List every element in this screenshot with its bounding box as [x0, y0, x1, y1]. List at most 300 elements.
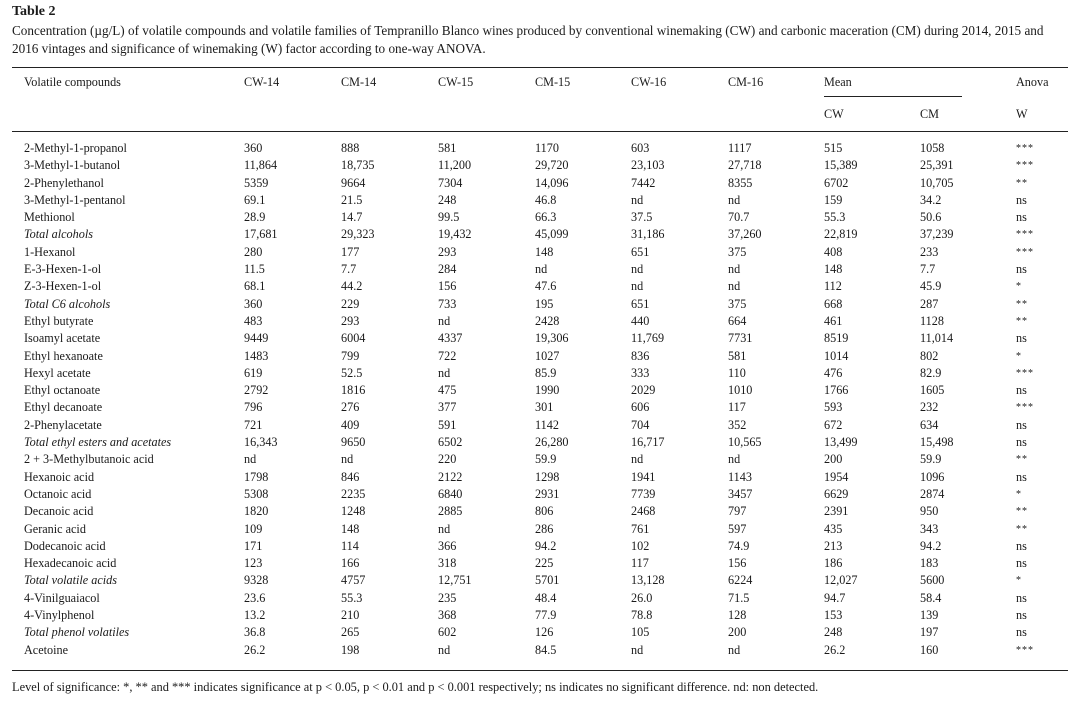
compound-name-cell: Geranic acid — [24, 521, 86, 536]
cm15-cell: 66.3 — [535, 210, 557, 225]
cw15-cell: 293 — [438, 244, 457, 259]
compound-name-cell: 3-Methyl-1-pentanol — [24, 192, 126, 207]
cw15-cell: 248 — [438, 192, 457, 207]
mean-cm-cell: 233 — [920, 244, 939, 259]
cw15-cell: nd — [438, 365, 451, 380]
volatile-compounds-table — [12, 70, 1068, 659]
table-row — [12, 157, 1068, 174]
mean-cw-cell: 476 — [824, 365, 843, 380]
cm14-cell: 7.7 — [341, 262, 357, 277]
mean-cw-cell: 22,819 — [824, 227, 858, 242]
cm14-cell: 2235 — [341, 486, 366, 501]
cw15-cell: nd — [438, 642, 451, 657]
cw15-cell: 368 — [438, 608, 457, 623]
table-row — [12, 226, 1068, 243]
compound-name-cell: 4-Vinylphenol — [24, 608, 95, 623]
mean-cw-cell: 2391 — [824, 504, 849, 519]
mean-cm-cell: 1096 — [920, 469, 945, 484]
cm16-cell: 375 — [728, 296, 747, 311]
cm14-cell: 114 — [341, 538, 359, 553]
anova-w-cell: ** — [1016, 298, 1028, 310]
cm16-cell: nd — [728, 279, 741, 294]
cm15-cell: 806 — [535, 504, 554, 519]
cm15-cell: 1027 — [535, 348, 560, 363]
table-bottom-rule — [12, 670, 1068, 671]
cw14-cell: 5359 — [244, 175, 269, 190]
compound-name-cell: Ethyl butyrate — [24, 313, 94, 328]
mean-cm-cell: 232 — [920, 400, 939, 415]
cw14-cell: 13.2 — [244, 608, 266, 623]
compound-name-cell: Total C6 alcohols — [24, 296, 111, 311]
cm15-cell: 14,096 — [535, 175, 569, 190]
header-mean-cm: CM — [920, 107, 939, 121]
mean-cw-cell: 6629 — [824, 486, 849, 501]
table-row — [12, 521, 1068, 538]
cw14-cell: 171 — [244, 538, 263, 553]
compound-name-cell: Total phenol volatiles — [24, 625, 130, 640]
mean-cw-cell: 248 — [824, 625, 843, 640]
cm16-cell: 664 — [728, 313, 747, 328]
table-row — [12, 365, 1068, 382]
anova-w-cell: ** — [1016, 177, 1028, 189]
mean-cm-cell: 50.6 — [920, 210, 942, 225]
cw14-cell: 109 — [244, 521, 263, 536]
cw16-cell: 7442 — [631, 175, 656, 190]
cm16-cell: nd — [728, 192, 741, 207]
header-anova-w: W — [1016, 107, 1028, 121]
anova-w-cell: ns — [1016, 262, 1027, 277]
anova-w-cell: * — [1016, 281, 1022, 293]
cw14-cell: 360 — [244, 141, 263, 155]
cm15-cell: 47.6 — [535, 279, 557, 294]
compound-name-cell: Hexyl acetate — [24, 365, 91, 380]
compound-name-cell: Decanoic acid — [24, 504, 94, 519]
cw14-cell: 360 — [244, 296, 263, 311]
cm16-cell: 3457 — [728, 486, 753, 501]
cm15-cell: 1142 — [535, 417, 559, 432]
cm14-cell: 409 — [341, 417, 360, 432]
compound-name-cell: Acetoine — [24, 642, 68, 657]
table-row — [12, 244, 1068, 261]
table-row — [12, 590, 1068, 607]
cw16-cell: 2029 — [631, 383, 656, 398]
cm15-cell: 301 — [535, 400, 554, 415]
mean-cw-cell: 213 — [824, 538, 843, 553]
compound-name-cell: 2-Phenylethanol — [24, 175, 104, 190]
cw16-cell: 102 — [631, 538, 650, 553]
cm15-cell: 1298 — [535, 469, 560, 484]
cw15-cell: 475 — [438, 383, 457, 398]
anova-w-cell: *** — [1016, 143, 1034, 154]
mean-cw-cell: 94.7 — [824, 590, 846, 605]
cw16-cell: 704 — [631, 417, 650, 432]
header-cm14: CM-14 — [341, 75, 377, 89]
anova-w-cell: *** — [1016, 402, 1034, 414]
table-row — [12, 624, 1068, 641]
cm14-cell: 276 — [341, 400, 360, 415]
mean-cw-cell: 8519 — [824, 331, 849, 346]
compound-name-cell: 3-Methyl-1-butanol — [24, 158, 121, 173]
cm15-cell: 2428 — [535, 313, 560, 328]
compound-name-cell: 2-Phenylacetate — [24, 417, 102, 432]
cm15-cell: 19,306 — [535, 331, 569, 346]
cw15-cell: nd — [438, 313, 451, 328]
cm16-cell: 70.7 — [728, 210, 750, 225]
cm15-cell: 46.8 — [535, 192, 557, 207]
cw14-cell: 280 — [244, 244, 263, 259]
cw15-cell: 11,200 — [438, 158, 472, 173]
cm16-cell: 156 — [728, 556, 747, 571]
table-row — [12, 313, 1068, 330]
cm14-cell: 21.5 — [341, 192, 363, 207]
header-compound: Volatile compounds — [24, 75, 121, 89]
mean-cm-cell: 10,705 — [920, 175, 954, 190]
table-row — [12, 399, 1068, 416]
cw16-cell: 7739 — [631, 486, 656, 501]
cw16-cell: 606 — [631, 400, 650, 415]
compound-name-cell: E-3-Hexen-1-ol — [24, 262, 102, 277]
mean-cw-cell: 515 — [824, 141, 843, 155]
compound-name-cell: Ethyl hexanoate — [24, 348, 103, 363]
table-row — [12, 132, 1068, 157]
cw15-cell: 366 — [438, 538, 457, 553]
table-row — [12, 209, 1068, 226]
table-row — [12, 417, 1068, 434]
mean-cm-cell: 1058 — [920, 141, 945, 155]
cm14-cell: 166 — [341, 556, 360, 571]
table-row — [12, 451, 1068, 468]
anova-w-cell: * — [1016, 350, 1022, 362]
cw16-cell: nd — [631, 279, 644, 294]
header-cw16: CW-16 — [631, 75, 667, 89]
cw15-cell: 19,432 — [438, 227, 472, 242]
mean-cm-cell: 7.7 — [920, 262, 936, 277]
mean-cw-cell: 672 — [824, 417, 843, 432]
cw16-cell: 78.8 — [631, 608, 653, 623]
cw16-cell: 333 — [631, 365, 650, 380]
compound-name-cell: Ethyl octanoate — [24, 383, 101, 398]
cm15-cell: 1990 — [535, 383, 560, 398]
cm16-cell: 581 — [728, 348, 747, 363]
cm14-cell: 18,735 — [341, 158, 375, 173]
header-row-2 — [12, 96, 1068, 132]
header-cm16: CM-16 — [728, 75, 764, 89]
cw16-cell: 1941 — [631, 469, 656, 484]
cm15-cell: 148 — [535, 244, 554, 259]
cm16-cell: nd — [728, 262, 741, 277]
anova-w-cell: ns — [1016, 590, 1027, 605]
cm15-cell: 29,720 — [535, 158, 569, 173]
mean-cm-cell: 950 — [920, 504, 939, 519]
mean-cw-cell: 1766 — [824, 383, 849, 398]
mean-cw-cell: 668 — [824, 296, 843, 311]
anova-w-cell: *** — [1016, 229, 1034, 241]
header-anova: Anova — [1016, 75, 1049, 89]
mean-cm-cell: 1128 — [920, 313, 944, 328]
mean-cw-cell: 186 — [824, 556, 843, 571]
cw14-cell: 17,681 — [244, 227, 278, 242]
cw16-cell: 13,128 — [631, 573, 665, 588]
anova-w-cell: ** — [1016, 506, 1028, 518]
cw14-cell: nd — [244, 452, 257, 467]
mean-cm-cell: 34.2 — [920, 192, 942, 207]
cw14-cell: 123 — [244, 556, 263, 571]
anova-w-cell: ns — [1016, 210, 1027, 225]
cm16-cell: 10,565 — [728, 435, 762, 450]
anova-w-cell: ns — [1016, 469, 1027, 484]
mean-cw-cell: 112 — [824, 279, 842, 294]
cw16-cell: 26.0 — [631, 590, 653, 605]
cm15-cell: 5701 — [535, 573, 560, 588]
cm16-cell: 1117 — [728, 141, 752, 155]
cw15-cell: 602 — [438, 625, 457, 640]
cm14-cell: 888 — [341, 141, 360, 155]
cw16-cell: nd — [631, 642, 644, 657]
compound-name-cell: Dodecanoic acid — [24, 538, 106, 553]
cm14-cell: 293 — [341, 313, 360, 328]
cw16-cell: nd — [631, 452, 644, 467]
table-row — [12, 555, 1068, 572]
cw15-cell: 156 — [438, 279, 457, 294]
cm15-cell: 225 — [535, 556, 554, 571]
cw16-cell: 117 — [631, 556, 649, 571]
cw15-cell: 235 — [438, 590, 457, 605]
cw14-cell: 483 — [244, 313, 263, 328]
mean-cw-cell: 6702 — [824, 175, 849, 190]
cm16-cell: nd — [728, 452, 741, 467]
cw16-cell: 440 — [631, 313, 650, 328]
mean-cw-cell: 200 — [824, 452, 843, 467]
cw14-cell: 11.5 — [244, 262, 265, 277]
anova-w-cell: *** — [1016, 644, 1034, 656]
table-row — [12, 538, 1068, 555]
cm15-cell: 59.9 — [535, 452, 557, 467]
anova-w-cell: ns — [1016, 538, 1027, 553]
mean-cm-cell: 139 — [920, 608, 939, 623]
mean-cm-cell: 58.4 — [920, 590, 942, 605]
cm14-cell: 265 — [341, 625, 360, 640]
cm14-cell: 29,323 — [341, 227, 375, 242]
mean-cm-cell: 37,239 — [920, 227, 954, 242]
table-row — [12, 261, 1068, 278]
table-row — [12, 348, 1068, 365]
cm16-cell: 6224 — [728, 573, 753, 588]
mean-cw-cell: 1954 — [824, 469, 849, 484]
cm14-cell: 846 — [341, 469, 360, 484]
mean-cm-cell: 59.9 — [920, 452, 942, 467]
mean-cm-cell: 287 — [920, 296, 939, 311]
mean-cm-cell: 2874 — [920, 486, 945, 501]
cw16-cell: nd — [631, 192, 644, 207]
anova-w-cell: ** — [1016, 315, 1028, 327]
anova-w-cell: ns — [1016, 192, 1027, 207]
cm16-cell: 37,260 — [728, 227, 762, 242]
cw16-cell: 11,769 — [631, 331, 665, 346]
mean-cm-cell: 1605 — [920, 383, 945, 398]
cm16-cell: 7731 — [728, 331, 753, 346]
cm15-cell: 94.2 — [535, 538, 557, 553]
cw14-cell: 1798 — [244, 469, 269, 484]
mean-cm-cell: 802 — [920, 348, 939, 363]
cw16-cell: 651 — [631, 296, 650, 311]
table-row — [12, 607, 1068, 624]
cw14-cell: 26.2 — [244, 642, 266, 657]
cw14-cell: 5308 — [244, 486, 269, 501]
table-row — [12, 192, 1068, 209]
anova-w-cell: *** — [1016, 160, 1034, 172]
cw15-cell: 4337 — [438, 331, 463, 346]
cw15-cell: 733 — [438, 296, 457, 311]
cm14-cell: 177 — [341, 244, 360, 259]
cm14-cell: 44.2 — [341, 279, 363, 294]
cm16-cell: 8355 — [728, 175, 753, 190]
mean-cw-cell: 148 — [824, 262, 843, 277]
cm16-cell: 128 — [728, 608, 747, 623]
mean-cm-cell: 25,391 — [920, 158, 954, 173]
mean-cm-cell: 11,014 — [920, 331, 954, 346]
cm15-cell: 45,099 — [535, 227, 569, 242]
anova-w-cell: ** — [1016, 454, 1028, 466]
table-row — [12, 434, 1068, 451]
anova-w-cell: ns — [1016, 435, 1027, 450]
cm15-cell: 84.5 — [535, 642, 557, 657]
table-top-rule — [12, 67, 1068, 68]
cw14-cell: 721 — [244, 417, 263, 432]
cw15-cell: 6840 — [438, 486, 463, 501]
mean-cm-cell: 5600 — [920, 573, 945, 588]
cw15-cell: 7304 — [438, 175, 463, 190]
cw15-cell: 377 — [438, 400, 457, 415]
cw15-cell: 591 — [438, 417, 457, 432]
mean-cm-cell: 15,498 — [920, 435, 954, 450]
compound-name-cell: Isoamyl acetate — [24, 331, 101, 346]
anova-w-cell: *** — [1016, 246, 1034, 258]
compound-name-cell: 2-Methyl-1-propanol — [24, 141, 127, 155]
header-row-1 — [12, 70, 1068, 96]
cm14-cell: 14.7 — [341, 210, 363, 225]
anova-w-cell: * — [1016, 488, 1022, 500]
table-row — [12, 503, 1068, 520]
cm14-cell: 210 — [341, 608, 360, 623]
compound-name-cell: Octanoic acid — [24, 486, 92, 501]
anova-w-cell: ns — [1016, 556, 1027, 571]
anova-w-cell: *** — [1016, 367, 1034, 379]
cw14-cell: 9328 — [244, 573, 269, 588]
cm14-cell: 799 — [341, 348, 360, 363]
cm16-cell: 200 — [728, 625, 747, 640]
cw15-cell: 2122 — [438, 469, 463, 484]
cm15-cell: 77.9 — [535, 608, 557, 623]
table-row — [12, 469, 1068, 486]
cw15-cell: 318 — [438, 556, 457, 571]
header-mean-cw: CW — [824, 107, 844, 121]
mean-cm-cell: 343 — [920, 521, 939, 536]
table-row — [12, 278, 1068, 295]
cw14-cell: 619 — [244, 365, 263, 380]
mean-cm-cell: 183 — [920, 556, 939, 571]
cm16-cell: 74.9 — [728, 538, 750, 553]
anova-w-cell: ns — [1016, 383, 1027, 398]
mean-cw-cell: 408 — [824, 244, 843, 259]
cm14-cell: 198 — [341, 642, 360, 657]
cw15-cell: 220 — [438, 452, 457, 467]
compound-name-cell: 2 + 3-Methylbutanoic acid — [24, 452, 154, 467]
mean-cw-cell: 461 — [824, 313, 843, 328]
cm15-cell: 126 — [535, 625, 554, 640]
cw15-cell: 6502 — [438, 435, 463, 450]
cw15-cell: nd — [438, 521, 451, 536]
cm14-cell: 55.3 — [341, 590, 363, 605]
cw16-cell: 761 — [631, 521, 650, 536]
mean-cw-cell: 26.2 — [824, 642, 846, 657]
cm15-cell: nd — [535, 262, 548, 277]
cw16-cell: nd — [631, 262, 644, 277]
table-footnote: Level of significance: *, ** and *** indicates significance at p < 0.05, p < 0.01 and p < 0.001 respectively; ns indicates no significant difference. nd: non detected. — [12, 680, 819, 694]
cw15-cell: 722 — [438, 348, 457, 363]
compound-name-cell: Hexanoic acid — [24, 469, 95, 484]
cw14-cell: 2792 — [244, 383, 269, 398]
table-label: Table 2 — [12, 4, 56, 19]
cw16-cell: 31,186 — [631, 227, 665, 242]
compound-name-cell: Methionol — [24, 210, 75, 225]
cw16-cell: 836 — [631, 348, 650, 363]
cw15-cell: 581 — [438, 141, 457, 155]
cm16-cell: 117 — [728, 400, 746, 415]
compound-name-cell: Total ethyl esters and acetates — [24, 435, 172, 450]
mean-cw-cell: 13,499 — [824, 435, 858, 450]
cm16-cell: 797 — [728, 504, 747, 519]
anova-w-cell: ns — [1016, 608, 1027, 623]
cm14-cell: 9664 — [341, 175, 366, 190]
cm14-cell: 1248 — [341, 504, 366, 519]
cw16-cell: 105 — [631, 625, 650, 640]
table-caption: Concentration (µg/L) of volatile compounds and volatile families of Tempranillo Blanco wines produced by conventional winemaking (CW) and carbonic maceration (CM) during 2014, 2015 and 2016 vintages and significance of winemaking (W) factor according to one-way ANOVA. — [12, 23, 1044, 56]
anova-w-cell: ns — [1016, 625, 1027, 640]
table-row — [12, 382, 1068, 399]
anova-w-cell: ns — [1016, 417, 1027, 432]
cm14-cell: 9650 — [341, 435, 366, 450]
cw14-cell: 69.1 — [244, 192, 266, 207]
anova-w-cell: ns — [1016, 331, 1027, 346]
cw16-cell: 603 — [631, 141, 650, 155]
mean-cm-cell: 634 — [920, 417, 939, 432]
table-row — [12, 642, 1068, 659]
mean-cw-cell: 159 — [824, 192, 843, 207]
cm16-cell: 597 — [728, 521, 747, 536]
cw14-cell: 1483 — [244, 348, 269, 363]
cw16-cell: 23,103 — [631, 158, 665, 173]
cw14-cell: 9449 — [244, 331, 269, 346]
compound-name-cell: 1-Hexanol — [24, 244, 76, 259]
header-cm15: CM-15 — [535, 75, 571, 89]
mean-cw-cell: 593 — [824, 400, 843, 415]
cw14-cell: 16,343 — [244, 435, 278, 450]
table-row — [12, 296, 1068, 313]
cw14-cell: 28.9 — [244, 210, 266, 225]
header-cw14: CW-14 — [244, 75, 280, 89]
cw15-cell: 99.5 — [438, 210, 460, 225]
compound-name-cell: 4-Vinilguaiacol — [24, 590, 100, 605]
cm15-cell: 286 — [535, 521, 554, 536]
cw16-cell: 651 — [631, 244, 650, 259]
table-row — [12, 330, 1068, 347]
anova-w-cell: ** — [1016, 523, 1028, 535]
table-row — [12, 175, 1068, 192]
cw15-cell: 12,751 — [438, 573, 472, 588]
cw14-cell: 11,864 — [244, 158, 278, 173]
mean-cm-cell: 197 — [920, 625, 939, 640]
cw14-cell: 36.8 — [244, 625, 266, 640]
